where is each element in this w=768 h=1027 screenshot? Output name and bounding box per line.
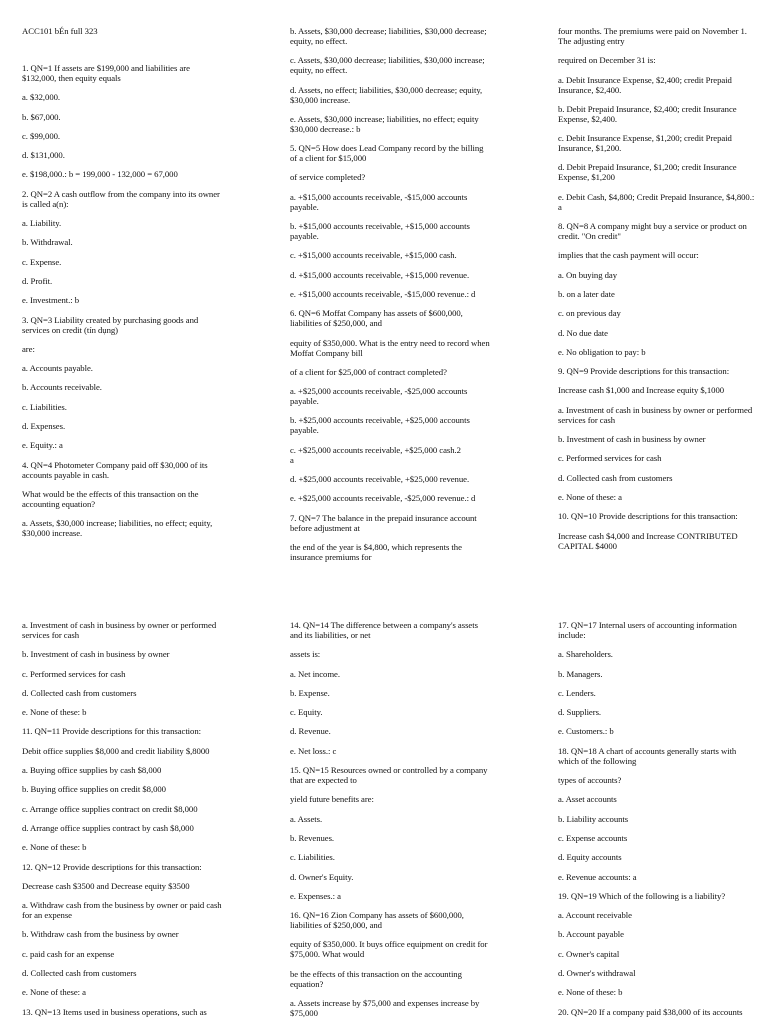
text-line: 14. QN=14 The difference between a company's assets and its liabilities, or net bbox=[290, 620, 478, 640]
text-line: b. Withdrawal. bbox=[22, 237, 73, 248]
text-line: e. Investment.: b bbox=[22, 295, 80, 306]
text-line: e. Revenue accounts: a bbox=[558, 871, 637, 882]
text-line: b. on a later date bbox=[558, 288, 615, 299]
text-line: c. Owner's capital bbox=[558, 948, 620, 959]
text-line: a. Shareholders. bbox=[558, 649, 613, 660]
text-line: ACC101 bÉn full 323 bbox=[22, 26, 98, 36]
text-line: e. None of these: a bbox=[558, 491, 622, 502]
text-line: c. Expense accounts bbox=[558, 832, 628, 843]
text-line: c. Expense. bbox=[22, 256, 62, 267]
text-line: a. Investment of cash in business by owner or performed services for cash bbox=[558, 404, 753, 425]
text-line: 18. QN=18 A chart of accounts generally starts with which of the following bbox=[558, 745, 737, 766]
text-line: d. Owner's withdrawal bbox=[558, 968, 636, 979]
text-line: a. Assets. bbox=[290, 813, 323, 824]
text-line: c. on previous day bbox=[558, 308, 621, 319]
text-line: 15. QN=15 Resources owned or controlled by a company that are expected to bbox=[290, 765, 488, 786]
text-line: 6. QN=6 Moffat Company has assets of $600,000, liabilities of $250,000, and bbox=[290, 308, 463, 329]
text-line: Increase cash $1,000 and Increase equity $,1000 bbox=[558, 385, 725, 396]
text-line: d. Debit Prepaid Insurance, $1,200; credit Insurance Expense, $1,200 bbox=[558, 162, 737, 183]
text-line: a. Account receivable bbox=[558, 910, 632, 921]
text-line: 2. QN=2 A cash outflow from the company into its owner is called a(n): bbox=[22, 188, 220, 209]
text-line: c. Performed services for cash bbox=[558, 453, 662, 464]
text-line: 19. QN=19 Which of the following is a liability? bbox=[558, 890, 726, 901]
text-line: equity of $350,000. What is the entry need to record when Moffat Company bill bbox=[290, 337, 490, 358]
text-line: d. Collected cash from customers bbox=[22, 968, 137, 979]
text-line: e. None of these: a bbox=[22, 987, 86, 998]
text-line: c. Lenders. bbox=[558, 687, 596, 698]
text-line: b. Investment of cash in business by owner bbox=[558, 434, 706, 445]
text-line: yield future benefits are: bbox=[290, 794, 374, 805]
text-line: e. None of these: b bbox=[22, 707, 87, 718]
text-column-2 bbox=[290, 26, 490, 571]
text-line: four months. The premiums were paid on November 1. The adjusting entry bbox=[558, 26, 747, 46]
text-column-1 bbox=[22, 26, 222, 548]
text-column-3 bbox=[558, 26, 758, 560]
text-line: 16. QN=16 Zion Company has assets of $600,000, liabilities of $250,000, and bbox=[290, 910, 464, 931]
text-line: a. +$15,000 accounts receivable, -$15,000 accounts payable. bbox=[290, 191, 468, 212]
text-line: d. Arrange office supplies contract by cash $8,000 bbox=[22, 822, 194, 833]
text-line: of service completed? bbox=[290, 172, 366, 183]
text-line: e. Debit Cash, $4,800; Credit Prepaid Insurance, $4,800.: a bbox=[558, 191, 755, 212]
text-line: d. Revenue. bbox=[290, 726, 331, 737]
text-line: b. Debit Prepaid Insurance, $2,400; credit Insurance Expense, $2,400. bbox=[558, 103, 737, 124]
text-line: a. Liability. bbox=[22, 218, 62, 229]
text-line: b. Liability accounts bbox=[558, 813, 629, 824]
text-line: d. +$15,000 accounts receivable, +$15,000 revenue. bbox=[290, 269, 470, 280]
text-line: e. Expenses.: a bbox=[290, 890, 341, 901]
text-line: c. Equity. bbox=[290, 707, 323, 718]
text-line: a. Assets increase by $75,000 and expenses increase by $75,000 bbox=[290, 998, 480, 1019]
text-line: b. Accounts receivable. bbox=[22, 382, 102, 393]
text-line: c. Arrange office supplies contract on credit $8,000 bbox=[22, 803, 198, 814]
text-line: 1. QN=1 If assets are $199,000 and liabilities are $132,000, then equity equals bbox=[22, 63, 190, 83]
text-line: e. Equity.: a bbox=[22, 440, 63, 451]
text-line: b. +$15,000 accounts receivable, +$15,000 accounts payable. bbox=[290, 221, 470, 242]
document-page-top bbox=[0, 26, 768, 596]
text-line: What would be the effects of this transaction on the accounting equation? bbox=[22, 488, 199, 509]
text-line: b. Investment of cash in business by owner bbox=[22, 649, 170, 660]
text-line: a. Debit Insurance Expense, $2,400; credit Prepaid Insurance, $2,400. bbox=[558, 74, 732, 95]
text-line: c. Liabilities. bbox=[22, 401, 67, 412]
text-line: e. None of these: b bbox=[558, 987, 623, 998]
text-line: equity of $350,000. It buys office equipment on credit for $75,000. What would bbox=[290, 939, 488, 960]
text-line: e. Assets, $30,000 increase; liabilities, no effect; equity $30,000 decrease.: b bbox=[290, 113, 479, 134]
text-line: 10. QN=10 Provide descriptions for this transaction: bbox=[558, 511, 738, 522]
text-line: c. Liabilities. bbox=[290, 852, 335, 863]
text-line: a. Assets, $30,000 increase; liabilities, no effect; equity, $30,000 increase. bbox=[22, 518, 213, 539]
text-line: c. Debit Insurance Expense, $1,200; credit Prepaid Insurance, $1,200. bbox=[558, 133, 732, 154]
text-line: Debit office supplies $8,000 and credit liability $,8000 bbox=[22, 745, 210, 756]
text-line: assets is: bbox=[290, 649, 321, 660]
text-line: b. Assets, $30,000 decrease; liabilities, $30,000 decrease; equity, no effect. bbox=[290, 26, 487, 46]
text-line: b. Buying office supplies on credit $8,000 bbox=[22, 784, 166, 795]
text-line: types of accounts? bbox=[558, 775, 622, 786]
text-line: c. paid cash for an expense bbox=[22, 948, 115, 959]
text-line: of a client for $25,000 of contract completed? bbox=[290, 366, 447, 377]
text-line: the end of the year is $4,800, which represents the insurance premiums for bbox=[290, 541, 462, 562]
text-line: 5. QN=5 How does Lead Company record by the billing of a client for $15,000 bbox=[290, 143, 484, 164]
text-line: be the effects of this transaction on the accounting equation? bbox=[290, 968, 462, 989]
text-line: 4. QN=4 Photometer Company paid off $30,000 of its accounts payable in cash. bbox=[22, 459, 208, 480]
text-line: 3. QN=3 Liability created by purchasing goods and services on credit (tín dụng) bbox=[22, 314, 199, 335]
text-line: a. +$25,000 accounts receivable, -$25,000 accounts payable. bbox=[290, 386, 468, 407]
text-line: e. Customers.: b bbox=[558, 726, 614, 737]
text-line: e. Net loss.: c bbox=[290, 745, 337, 756]
text-line: 8. QN=8 A company might buy a service or product on credit. "On credit" bbox=[558, 221, 747, 242]
text-line: d. Suppliers. bbox=[558, 707, 602, 718]
text-line: implies that the cash payment will occur: bbox=[558, 250, 699, 261]
text-line: 11. QN=11 Provide descriptions for this transaction: bbox=[22, 726, 201, 737]
text-line: b. +$25,000 accounts receivable, +$25,000 accounts payable. bbox=[290, 415, 470, 436]
text-line: d. Equity accounts bbox=[558, 852, 622, 863]
text-line: a. Net income. bbox=[290, 668, 340, 679]
text-line: c. +$25,000 accounts receivable, +$25,000 cash.2 a bbox=[290, 444, 461, 465]
text-line: d. Profit. bbox=[22, 275, 53, 286]
text-line: e. $198,000.: b = 199,000 - 132,000 = 67,000 bbox=[22, 169, 178, 180]
text-line: e. +$15,000 accounts receivable, -$15,000 revenue.: d bbox=[290, 288, 476, 299]
text-line: d. Expenses. bbox=[22, 421, 66, 432]
text-line: a. Withdraw cash from the business by owner or paid cash for an expense bbox=[22, 900, 222, 921]
text-line: b. Managers. bbox=[558, 668, 603, 679]
text-line: d. +$25,000 accounts receivable, +$25,000 revenue. bbox=[290, 474, 470, 485]
document-page-bottom bbox=[0, 620, 768, 1024]
text-line: a. On buying day bbox=[558, 269, 618, 280]
text-line: a. Asset accounts bbox=[558, 794, 617, 805]
text-line: a. Accounts payable. bbox=[22, 363, 93, 374]
text-line: 17. QN=17 Internal users of accounting information include: bbox=[558, 620, 737, 640]
text-line: 7. QN=7 The balance in the prepaid insurance account before adjustment at bbox=[290, 512, 477, 533]
text-line: d. Collected cash from customers bbox=[558, 472, 673, 483]
text-line: d. Assets, no effect; liabilities, $30,000 decrease; equity, $30,000 increase. bbox=[290, 84, 483, 105]
text-line: c. Performed services for cash bbox=[22, 668, 126, 679]
text-line: a. $32,000. bbox=[22, 92, 61, 103]
text-line: b. $67,000. bbox=[22, 111, 61, 122]
text-line: e. None of these: b bbox=[22, 842, 87, 853]
text-line: d. $131,000. bbox=[22, 150, 65, 161]
text-line: c. +$15,000 accounts receivable, +$15,000 cash. bbox=[290, 250, 457, 261]
text-line: b. Revenues. bbox=[290, 832, 335, 843]
text-line: a. Investment of cash in business by owner or performed services for cash bbox=[22, 620, 217, 640]
text-line: c. Assets, $30,000 decrease; liabilities, $30,000 increase; equity, no effect. bbox=[290, 55, 485, 76]
text-column-1 bbox=[22, 620, 222, 1026]
text-line: required on December 31 is: bbox=[558, 55, 656, 66]
text-line: 20. QN=20 If a company paid $38,000 of its accounts bbox=[558, 1006, 743, 1017]
text-line: d. Collected cash from customers bbox=[22, 687, 137, 698]
text-line: Decrease cash $3500 and Decrease equity $3500 bbox=[22, 880, 190, 891]
text-line: e. +$25,000 accounts receivable, -$25,000 revenue.: d bbox=[290, 493, 476, 504]
text-line: 9. QN=9 Provide descriptions for this transaction: bbox=[558, 366, 730, 377]
text-line: b. Withdraw cash from the business by owner bbox=[22, 929, 179, 940]
text-line: b. Expense. bbox=[290, 687, 330, 698]
text-line: c. $99,000. bbox=[22, 130, 61, 141]
text-line: e. No obligation to pay: b bbox=[558, 346, 646, 357]
text-column-3 bbox=[558, 620, 758, 1026]
text-line: are: bbox=[22, 343, 35, 354]
text-line: d. Owner's Equity. bbox=[290, 871, 354, 882]
text-line: b. Account payable bbox=[558, 929, 624, 940]
text-line: a. Buying office supplies by cash $8,000 bbox=[22, 765, 162, 776]
text-line: 12. QN=12 Provide descriptions for this transaction: bbox=[22, 861, 202, 872]
text-line: Increase cash $4,000 and Increase CONTRIBUTED CAPITAL $4000 bbox=[558, 530, 738, 551]
text-column-2 bbox=[290, 620, 490, 1027]
text-line: d. No due date bbox=[558, 327, 608, 338]
text-line: 13. QN=13 Items used in business operations, such as bbox=[22, 1006, 207, 1017]
